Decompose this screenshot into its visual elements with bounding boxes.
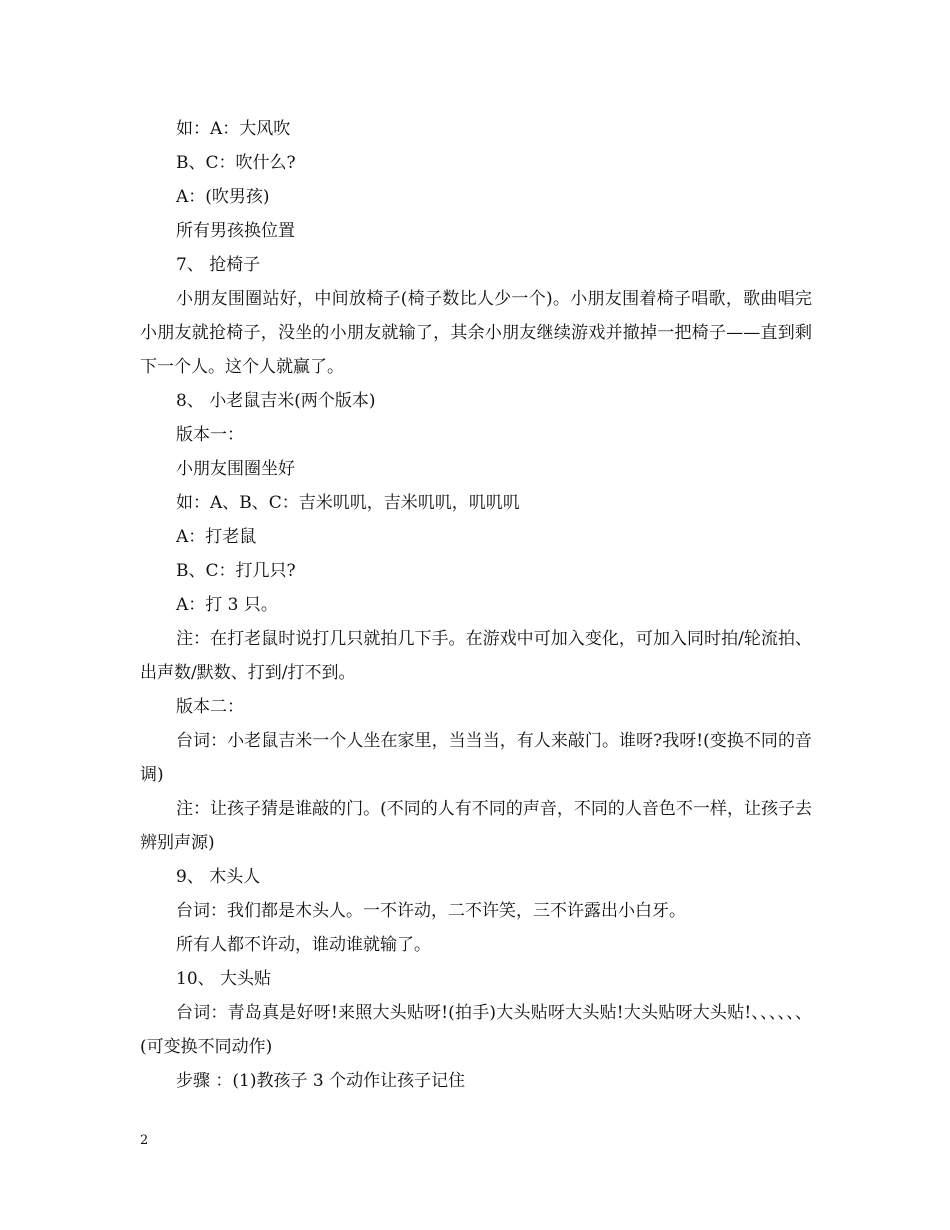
paragraph-bc-how-many: B、C：打几只? xyxy=(176,561,296,581)
paragraph-a-hit-mouse: A：打老鼠 xyxy=(176,527,257,547)
script-mutouren: 台词：我们都是木头人。一不许动，二不许笑，三不许露出小白牙。 xyxy=(176,901,686,921)
paragraph-bc-question: B、C：吹什么? xyxy=(176,153,296,173)
heading-qiang-yizi: 7、 抢椅子 xyxy=(176,255,261,275)
paragraph-boys-switch: 所有男孩换位置 xyxy=(176,221,295,241)
note-version-two: 注：让孩子猜是谁敲的门。(不同的人有不同的声音，不同的人音色不一样，让孩子去辨别声源) xyxy=(140,799,812,853)
script-version-two: 台词：小老鼠吉米一个人坐在家里，当当当，有人来敲门。谁呀?我呀!(变换不同的音调) xyxy=(140,731,812,785)
heading-mutouren: 9、 木头人 xyxy=(176,867,261,887)
heading-datoutie: 10、 大头贴 xyxy=(176,969,272,989)
paragraph-example-dafengchui: 如：A：大风吹 xyxy=(176,119,291,139)
page-number: 2 xyxy=(140,1133,149,1148)
subheading-version-two: 版本二： xyxy=(176,697,244,717)
paragraph-abc-chant: 如：A、B、C：吉米叽叽，吉米叽叽，叽叽叽 xyxy=(176,493,520,513)
document-body xyxy=(140,112,812,1098)
paragraph-sit-circle: 小朋友围圈坐好 xyxy=(176,459,295,479)
paragraph-a-hit-three: A：打 3 只。 xyxy=(176,595,278,615)
paragraph-qiang-yizi-rules: 小朋友围圈站好，中间放椅子(椅子数比人少一个)。小朋友围着椅子唱歌，歌曲唱完小朋友就抢椅子，没坐的小朋友就输了，其余小朋友继续游戏并撤掉一把椅子——直到剩下一个人。这个人就赢了。 xyxy=(140,289,812,377)
paragraph-datoutie-steps: 步骤 ：(1)教孩子 3 个动作让孩子记住 xyxy=(176,1071,466,1091)
subheading-version-one: 版本一： xyxy=(176,425,244,445)
note-version-one: 注：在打老鼠时说打几只就拍几下手。在游戏中可加入变化，可加入同时拍/轮流拍、出声数/默数、打到/打不到。 xyxy=(140,629,812,683)
paragraph-a-answer: A：(吹男孩) xyxy=(176,187,270,207)
paragraph-mutouren-rule: 所有人都不许动，谁动谁就输了。 xyxy=(176,935,431,955)
heading-xiaolaoshu-jimi: 8、 小老鼠吉米(两个版本) xyxy=(176,391,376,411)
script-datoutie: 台词：青岛真是好呀!来照大头贴呀!(拍手)大头贴呀大头贴!大头贴呀大头贴!、、、、、、(可变换不同动作) xyxy=(140,1003,812,1057)
